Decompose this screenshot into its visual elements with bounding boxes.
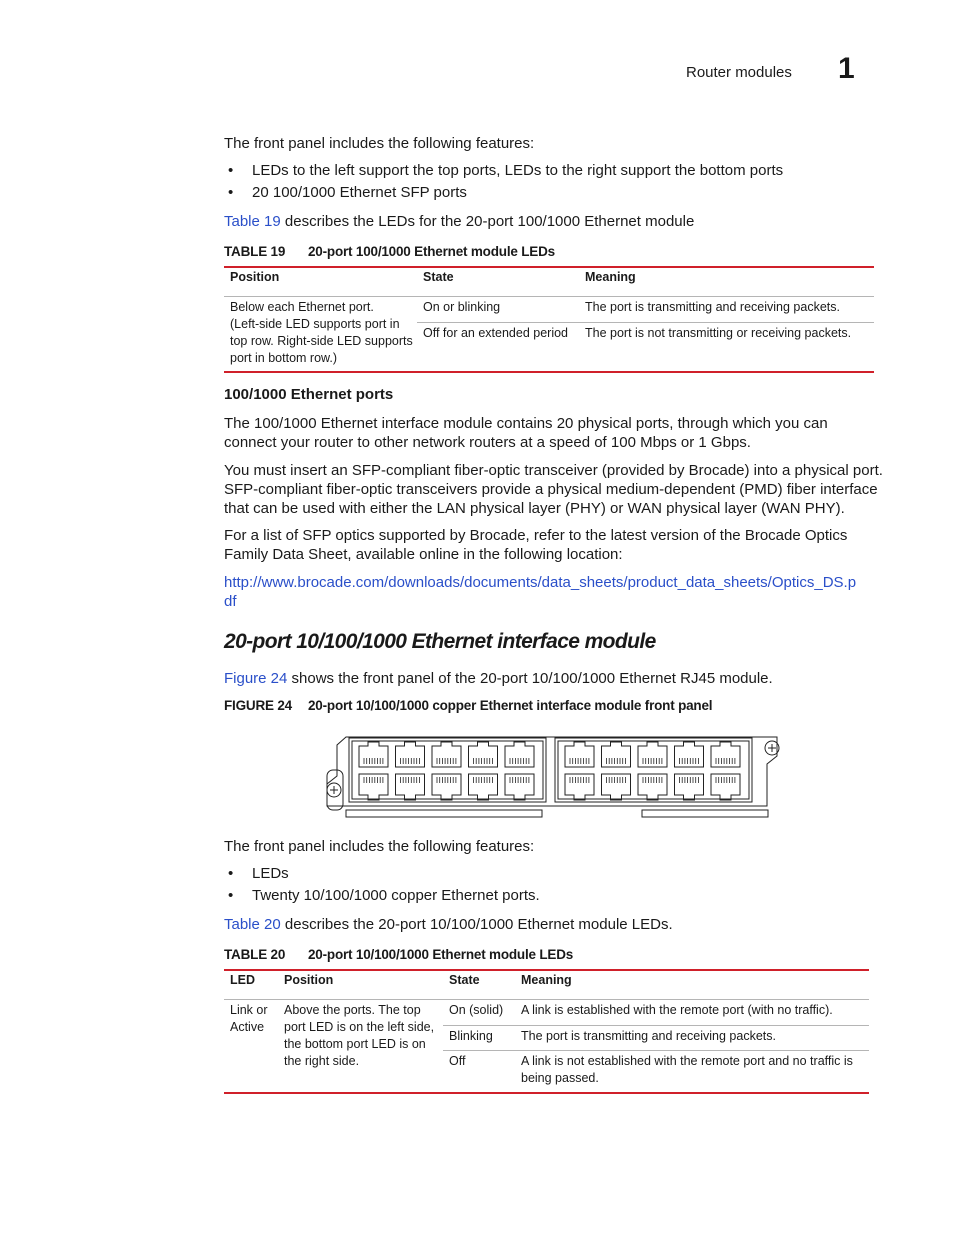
table-cell-meaning: The port is not transmitting or receiving packets. <box>585 326 852 340</box>
bottom-rail-left <box>346 810 542 817</box>
table-19-caption: TABLE 19 20-port 100/1000 Ethernet module LEDs <box>224 244 555 259</box>
table-cell-state: Blinking <box>449 1029 493 1043</box>
table-divider <box>224 296 874 297</box>
rj45-port-icon <box>675 742 704 767</box>
bullet-item: LEDs <box>252 865 289 882</box>
screw-slot <box>330 786 338 794</box>
table-20-link[interactable]: Table 20 <box>224 916 281 933</box>
figure-24-link[interactable]: Figure 24 <box>224 670 288 687</box>
port-block-frame <box>349 738 546 802</box>
table-rule <box>224 371 874 373</box>
paragraph: For a list of SFP optics supported by Brocade, refer to the latest version of the Brocade Optics Family Data Sheet, available online in the following location: <box>224 527 848 563</box>
table-cell-state: Off <box>449 1054 466 1068</box>
rj45-port-icon <box>565 742 594 767</box>
port-block-inner <box>558 741 749 799</box>
column-header: Meaning <box>521 973 572 987</box>
optics-datasheet-link[interactable]: http://www.brocade.com/downloads/documents/data_sheets/product_data_sheets/Optics_DS.p df <box>224 574 857 610</box>
faceplate-outline <box>327 737 777 806</box>
table-cell-meaning: The port is transmitting and receiving packets. <box>585 300 840 314</box>
bullet-dot: • <box>228 865 234 882</box>
table-cell-meaning: A link is not established with the remote port and no traffic is being passed. <box>521 1054 853 1085</box>
intro-text: The front panel includes the following features: <box>224 838 535 855</box>
intro-text: The front panel includes the following features: <box>224 135 535 152</box>
figure-24-caption: FIGURE 24 20-port 10/100/1000 copper Ethernet interface module front panel <box>224 698 713 713</box>
column-header: Meaning <box>585 270 636 284</box>
column-header: Position <box>230 270 280 284</box>
section-heading: 20-port 10/100/1000 Ethernet interface module <box>224 630 656 653</box>
port-block-right <box>555 738 752 802</box>
table-19-link[interactable]: Table 19 <box>224 213 281 230</box>
rj45-port-icon <box>396 774 425 800</box>
rj45-port-icon <box>565 774 594 800</box>
rj45-port-icon <box>638 742 667 767</box>
table-divider <box>443 1050 869 1051</box>
rj45-port-icon <box>432 742 461 767</box>
paragraph: The 100/1000 Ethernet interface module contains 20 physical ports, through which you can connect your router to other network routers at a speed of 100 Mbps or 1 Gbps. <box>224 415 828 451</box>
bullet-dot: • <box>228 887 234 904</box>
table-rule <box>224 266 874 268</box>
rj45-port-icon <box>711 774 740 800</box>
front-panel-figure <box>322 734 782 824</box>
rj45-port-icon <box>469 742 498 767</box>
table-reference: Table 20 describes the 20-port 10/100/1000 Ethernet module LEDs. <box>224 916 673 933</box>
subsection-heading: 100/1000 Ethernet ports <box>224 386 394 403</box>
rj45-port-icon <box>469 774 498 800</box>
port-block-inner <box>352 741 543 799</box>
table-cell-meaning: The port is transmitting and receiving packets. <box>521 1029 776 1043</box>
table-cell-state: On or blinking <box>423 300 501 314</box>
rj45-port-icon <box>602 774 631 800</box>
table-cell-state: Off for an extended period <box>423 326 569 340</box>
port-block-frame <box>555 738 752 802</box>
rj45-port-icon <box>359 742 388 767</box>
column-header: LED <box>230 973 255 987</box>
rj45-port-icon <box>638 774 667 800</box>
table-cell-state: On (solid) <box>449 1003 504 1017</box>
chapter-number: 1 <box>838 52 855 85</box>
bottom-rail-right <box>642 810 768 817</box>
bullet-item: 20 100/1000 Ethernet SFP ports <box>252 184 467 201</box>
table-cell-led: Link or Active <box>230 1003 268 1034</box>
paragraph: You must insert an SFP-compliant fiber-optic transceiver (provided by Brocade) into a physical port. SFP-compliant fiber-optic transceivers provide a physical medium-dependent (PMD) fiber interface that can be used with either the LAN physical layer (PHY) or WAN physical layer (WAN PHY). <box>224 462 883 517</box>
table-divider <box>443 1025 869 1026</box>
bullet-item: LEDs to the left support the top ports, LEDs to the right support the bottom ports <box>252 162 784 179</box>
bullet-dot: • <box>228 184 234 201</box>
table-reference: Table 19 describes the LEDs for the 20-port 100/1000 Ethernet module <box>224 213 695 230</box>
table-20-caption: TABLE 20 20-port 10/100/1000 Ethernet module LEDs <box>224 947 574 962</box>
column-header: State <box>449 973 480 987</box>
column-header: Position <box>284 973 334 987</box>
running-header: Router modules <box>686 64 792 81</box>
rj45-port-icon <box>505 742 534 767</box>
bullet-dot: • <box>228 162 234 179</box>
bullet-item: Twenty 10/100/1000 copper Ethernet ports. <box>252 887 540 904</box>
table-divider <box>417 322 874 323</box>
table-cell-position: Above the ports. The top port LED is on the left side, the bottom port LED is on the right side. <box>284 1003 435 1068</box>
rj45-port-icon <box>432 774 461 800</box>
rj45-port-icon <box>505 774 534 800</box>
rj45-port-icon <box>602 742 631 767</box>
rj45-port-icon <box>675 774 704 800</box>
table-rule <box>224 969 869 971</box>
table-divider <box>224 999 869 1000</box>
rj45-port-icon <box>711 742 740 767</box>
table-rule <box>224 1092 869 1094</box>
rj45-port-icon <box>396 742 425 767</box>
table-cell-position: Below each Ethernet port. (Left-side LED supports port in top row. Right-side LED supports port in bottom row.) <box>230 300 413 365</box>
column-header: State <box>423 270 454 284</box>
table-cell-meaning: A link is established with the remote port (with no traffic). <box>521 1003 833 1017</box>
screw-slot <box>768 744 776 752</box>
rj45-port-icon <box>359 774 388 800</box>
port-block-left <box>349 738 546 802</box>
figure-reference: Figure 24 shows the front panel of the 20-port 10/100/1000 Ethernet RJ45 module. <box>224 670 773 687</box>
